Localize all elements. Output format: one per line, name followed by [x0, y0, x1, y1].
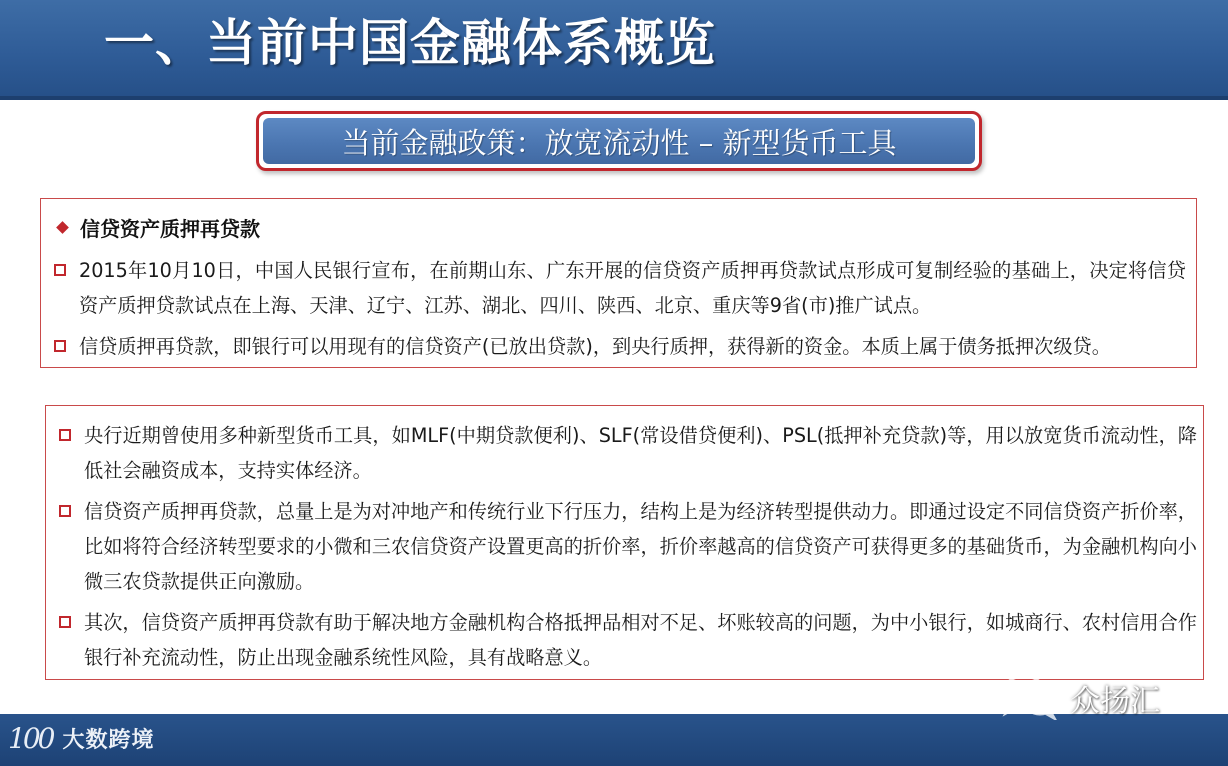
- section-heading-text: 信贷资产质押再贷款: [80, 217, 260, 241]
- diamond-bullet-icon: [56, 221, 69, 234]
- list-item-text: 信贷质押再贷款，即银行可以用现有的信贷资产(已放出贷款)，到央行质押，获得新的资金。本质上属于债务抵押次级贷。: [79, 335, 1111, 358]
- watermark-text: 众扬汇: [1070, 684, 1160, 719]
- page-title: 一、当前中国金融体系概览: [104, 14, 716, 72]
- logo-text: 大数跨境: [62, 728, 155, 753]
- list-item: [54, 329, 1186, 364]
- list-item: [59, 605, 1197, 675]
- list-item: [59, 494, 1197, 599]
- wechat-icon: [1000, 672, 1060, 724]
- list-item-text: 信贷资产质押再贷款，总量上是为对冲地产和传统行业下行压力，结构上是为经济转型提供动力。即通过设定不同信贷资产折价率，比如将符合经济转型要求的小微和三农信贷资产设置更高的折价率，折价率越高的信贷资产可获得更多的基础货币，为金融机构向小微三农贷款提供正向激励。: [84, 500, 1197, 593]
- section-box-monetary-tools: [45, 405, 1204, 680]
- square-bullet-icon: [59, 505, 71, 517]
- list-item-text: 其次，信贷资产质押再贷款有助于解决地方金融机构合格抵押品相对不足、坏账较高的问题，为中小银行，如城商行、农村信用合作银行补充流动性，防止出现金融系统性风险，具有战略意义。: [84, 611, 1197, 669]
- watermark: [1000, 672, 1160, 724]
- subtitle-banner-fill: [263, 118, 975, 164]
- section-box-credit-pledge: [40, 198, 1197, 368]
- footer-logo: [8, 722, 154, 755]
- square-bullet-icon: [54, 340, 66, 352]
- list-item: [59, 418, 1197, 488]
- logo-mark: 100: [8, 722, 53, 755]
- square-bullet-icon: [59, 616, 71, 628]
- square-bullet-icon: [59, 429, 71, 441]
- subtitle-banner: [256, 111, 982, 171]
- list-item-text: 央行近期曾使用多种新型货币工具，如MLF(中期贷款便利)、SLF(常设借贷便利)、PSL(抵押补充贷款)等，用以放宽货币流动性，降低社会融资成本，支持实体经济。: [84, 424, 1197, 482]
- list-item: [54, 253, 1186, 323]
- list-item-text: 2015年10月10日，中国人民银行宣布，在前期山东、广东开展的信贷资产质押再贷款试点形成可复制经验的基础上，决定将信贷资产质押贷款试点在上海、天津、辽宁、江苏、湖北、四川、陕西、北京、重庆等9省(市)推广试点。: [79, 259, 1186, 317]
- subtitle-text: 当前金融政策：放宽流动性 – 新型货币工具: [341, 125, 897, 160]
- section-heading: [56, 213, 260, 242]
- square-bullet-icon: [54, 264, 66, 276]
